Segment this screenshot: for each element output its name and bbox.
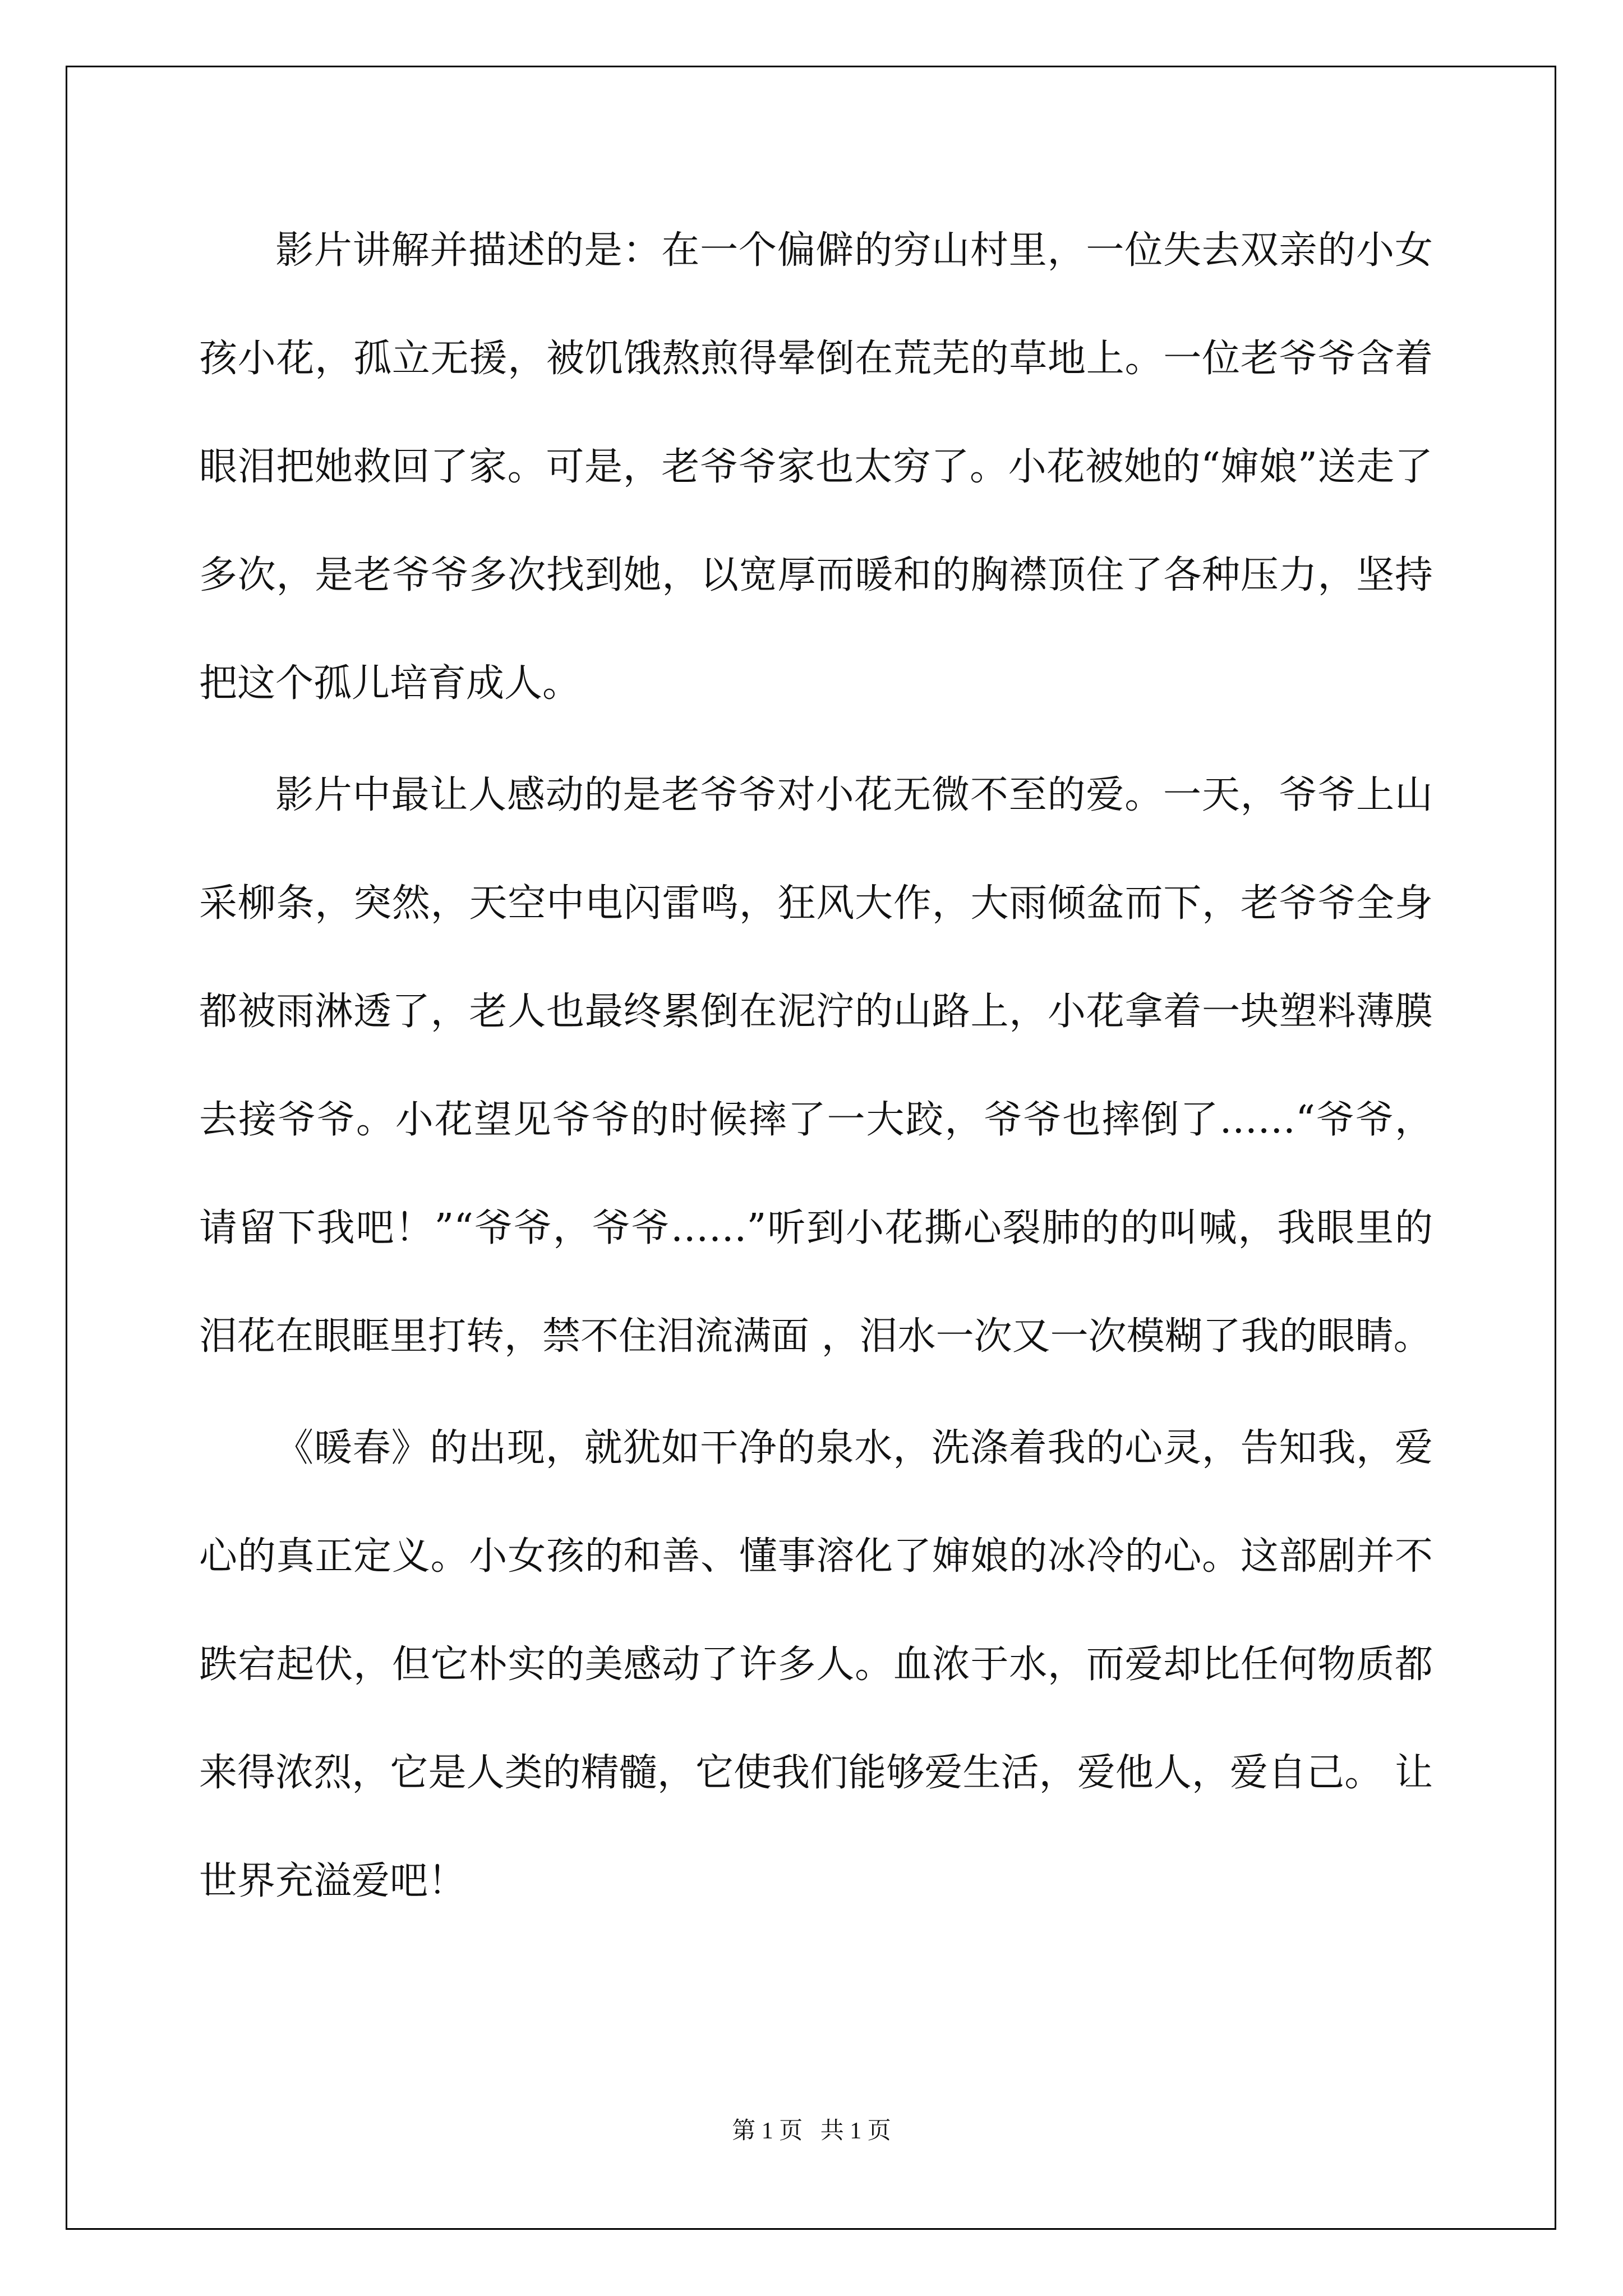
page-number: 第 1 页 共 1 页 [732,2118,891,2144]
document-body [199,196,1433,1935]
paragraph: 影片讲解并描述的是：在一个偏僻的穷山村里，一位失去双亲的小女孩小花，孤立无援，被饥饿熬煎得晕倒在荒芜的草地上。一位老爷爷含着眼泪把她救回了家。可是，老爷爷家也太穷了。小花被她的“婶娘”送走了多次，是老爷爷多次找到她，以宽厚而暖和的胸襟顶住了各种压力，坚持把这个孤儿培育成人。 [199,228,1433,706]
paragraph: 《暖春》的出现，就犹如干净的泉水，洗涤着我的心灵，告知我，爱心的真正定义。小女孩的和善、懂事溶化了婶娘的冰冷的心。这部剧并不跌宕起伏，但它朴实的美感动了许多人。血浓于水，而爱却比任何物质都来得浓烈，它是人类的精髓，它使我们能够爱生活，爱他人，爱自己。 让世界充溢爱吧！ [199,1426,1433,1903]
paragraph: 影片中最让人感动的是老爷爷对小花无微不至的爱。一天，爷爷上山采柳条，突然，天空中电闪雷鸣，狂风大作，大雨倾盆而下，老爷爷全身都被雨淋透了，老人也最终累倒在泥泞的山路上，小花拿着一块塑料薄膜去接爷爷。小花望见爷爷的时候摔了一大跤，爷爷也摔倒了……“爷爷，请留下我吧！”“爷爷，爷爷……”听到小花撕心裂肺的的叫喊，我眼里的泪花在眼眶里打转，禁不住泪流满面 ，泪水一次又一次模糊了我的眼睛。 [199,773,1433,1359]
